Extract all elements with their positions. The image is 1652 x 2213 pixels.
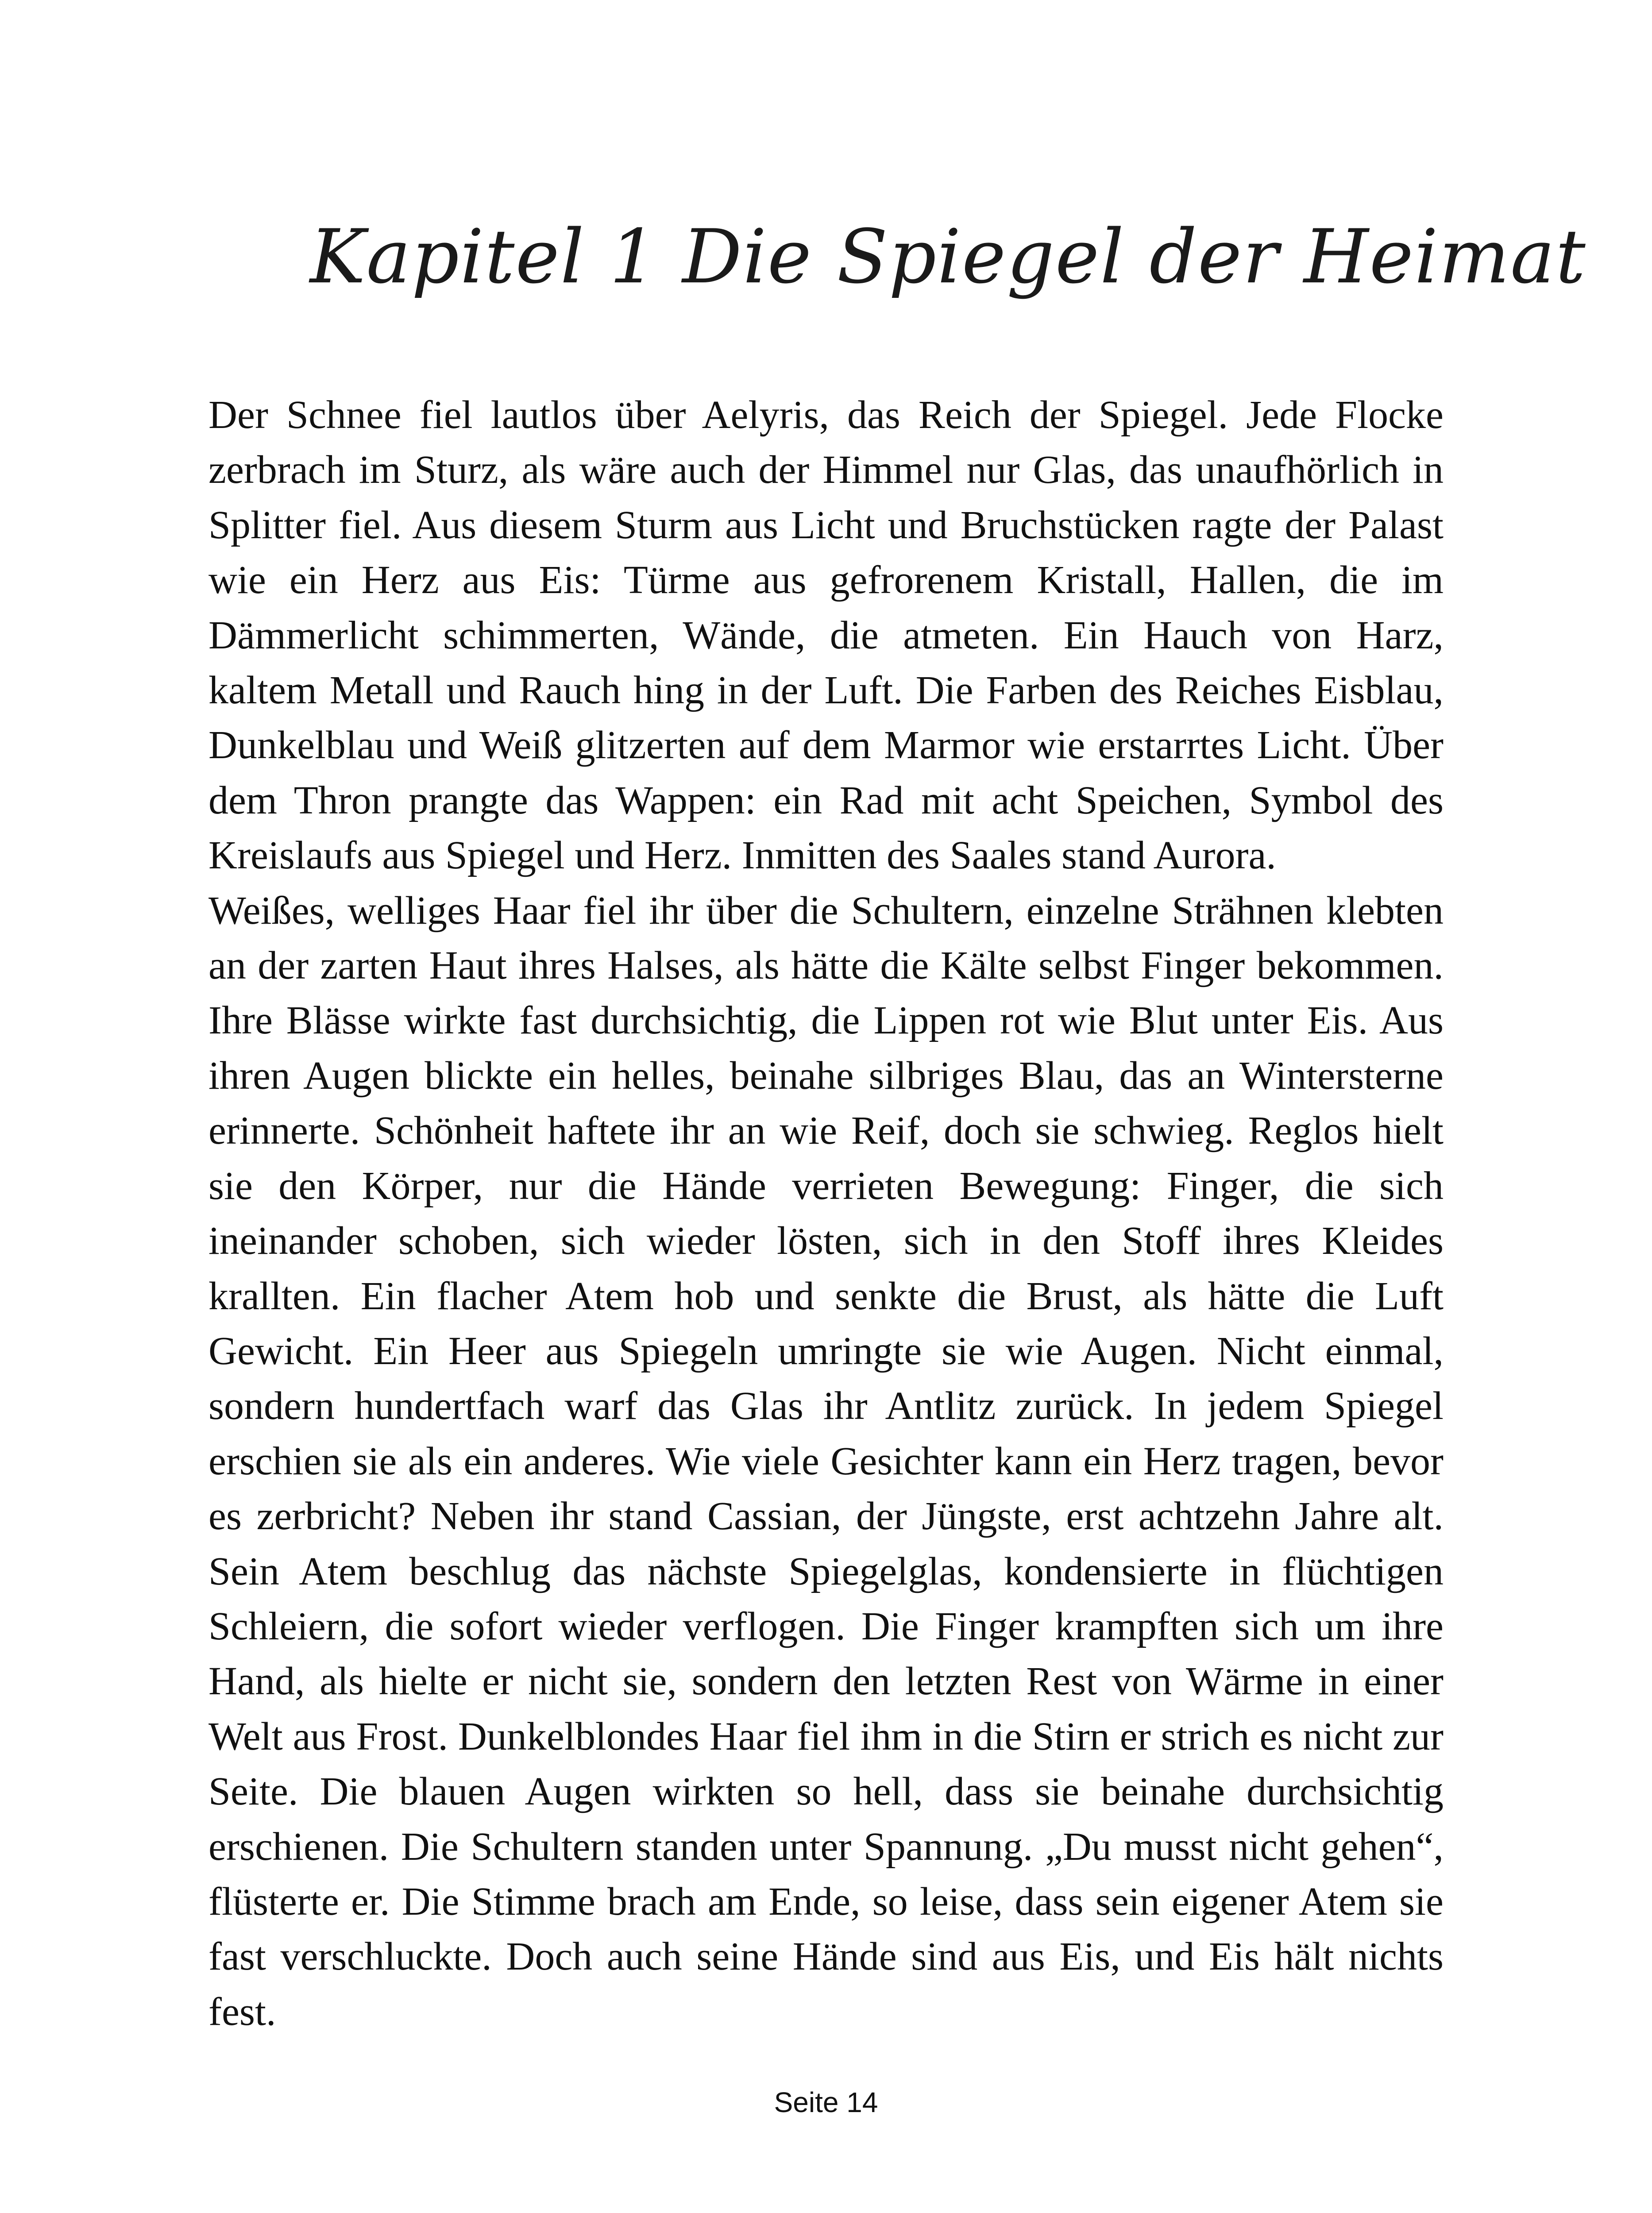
paragraph-2: Weißes, welliges Haar fiel ihr über die Schultern, einzelne Strähnen klebten an der zarten Haut ihres Halses, als hätte die Kälte selbst Finger bekommen. Ihre Blässe wirkte fast durchsichtig, die Lippen rot wie Blut unter Eis. Aus ihren Augen blickte ein helles, beinahe silbriges Blau, das an Wintersterne erinnerte. Schönheit haftete ihr an wie Reif, doch sie schwieg. Reglos hielt sie den Körper, nur die Hände verrieten Bewegung: Finger, die sich ineinander schoben, sich wieder lösten, sich in den Stoff ihres Kleides krallten. Ein flacher Atem hob und senkte die Brust, als hätte die Luft Gewicht. Ein Heer aus Spiegeln umringte sie wie Augen. Nicht einmal, sondern hundertfach warf das Glas ihr Antlitz zurück. In jedem Spiegel erschien sie als ein anderes. Wie viele Gesichter kann ein Herz tragen, bevor es zerbricht? Neben ihr stand Cassian, der Jüngste, erst achtzehn Jahre alt. Sein Atem beschlug das nächste Spiegelglas, kondensierte in flüchtigen Schleiern, die sofort wieder verflogen. Die Finger krampften sich um ihre Hand, als hielte er nicht sie, sondern den letzten Rest von Wärme in einer Welt aus Frost. Dunkelblondes Haar fiel ihm in die Stirn er strich es nicht zur Seite. Die blauen Augen wirkten so hell, dass sie beinahe durchsichtig erschienen. Die Schultern standen unter Spannung. „Du musst nicht gehen“, flüsterte er. Die Stimme brach am Ende, so leise, dass sein eigener Atem sie fast verschluckte. Doch auch seine Hände sind aus Eis, und Eis hält nichts fest. bbox=[208, 888, 1444, 2034]
page-number: Seite 14 bbox=[774, 2086, 878, 2118]
chapter-title: Kapitel 1 Die Spiegel der Heimat bbox=[310, 213, 1586, 300]
chapter-body bbox=[208, 388, 1444, 2040]
paragraph-1: Der Schnee fiel lautlos über Aelyris, das Reich der Spiegel. Jede Flocke zerbrach im Sturz, als wäre auch der Himmel nur Glas, das unaufhörlich in Splitter fiel. Aus diesem Sturm aus Licht und Bruchstücken ragte der Palast wie ein Herz aus Eis: Türme aus gefrorenem Kristall, Hallen, die im Dämmerlicht schimmerten, Wände, die atmeten. Ein Hauch von Harz, kaltem Metall und Rauch hing in der Luft. Die Farben des Reiches Eisblau, Dunkelblau und Weiß glitzerten auf dem Marmor wie erstarrtes Licht. Über dem Thron prangte das Wappen: ein Rad mit acht Speichen, Symbol des Kreislaufs aus Spiegel und Herz. Inmitten des Saales stand Aurora. bbox=[208, 393, 1444, 878]
